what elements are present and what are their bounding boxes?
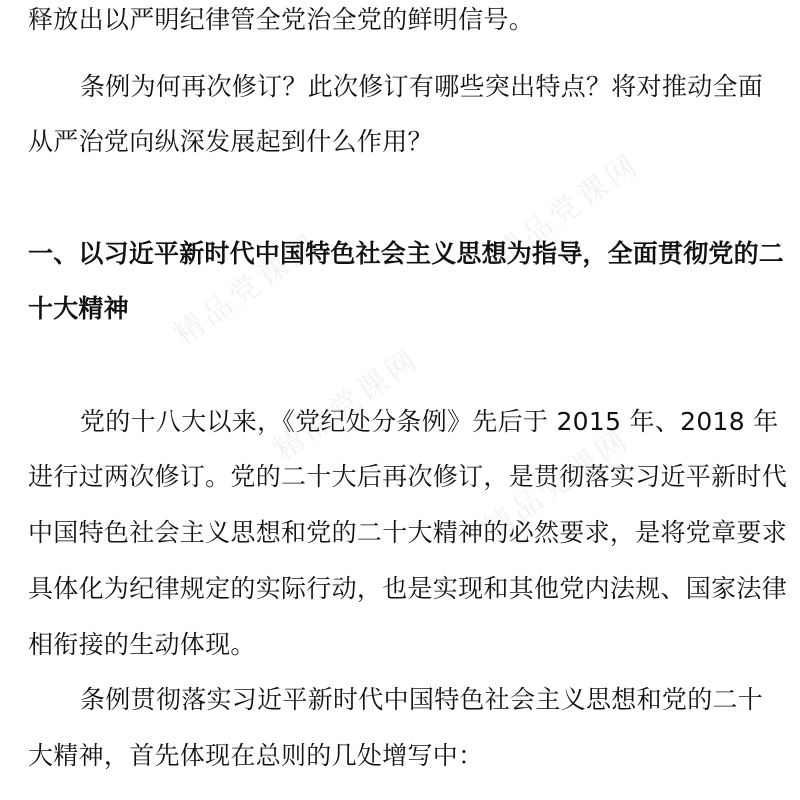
paragraph-line: 大精神，首先体现在总则的几处增写中： [28,741,484,770]
paragraph-line: 具体化为纪律规定的实际行动，也是实现和其他党内法规、国家法律 [28,574,788,603]
watermark-text: 精品党课网 [487,146,647,273]
watermark-text: 精品党课网 [477,421,637,548]
watermark-text: 精品党课网 [267,341,427,468]
paragraph-line: 条例贯彻落实习近平新时代中国特色社会主义思想和党的二十 [80,685,764,714]
watermark-text: 精品党课网 [167,226,327,353]
paragraph-line: 从严治党向纵深发展起到什么作用？ [28,127,433,156]
paragraph-line: 条例为何再次修订？此次修订有哪些突出特点？将对推动全面 [80,72,764,101]
paragraph-line: 释放出以严明纪律管全党治全党的鲜明信号。 [28,5,535,34]
section-heading: 十大精神 [28,294,129,323]
paragraph-line: 党的十八大以来，《党纪处分条例》先后于 2015 年、2018 年 [80,407,779,436]
paragraph-line: 相衔接的生动体现。 [28,630,256,659]
paragraph-line: 进行过两次修订。党的二十大后再次修订，是贯彻落实习近平新时代 [28,462,788,491]
paragraph-line: 中国特色社会主义思想和党的二十大精神的必然要求，是将党章要求 [28,518,788,547]
section-heading: 一、以习近平新时代中国特色社会主义思想为指导，全面贯彻党的二 [28,239,785,268]
